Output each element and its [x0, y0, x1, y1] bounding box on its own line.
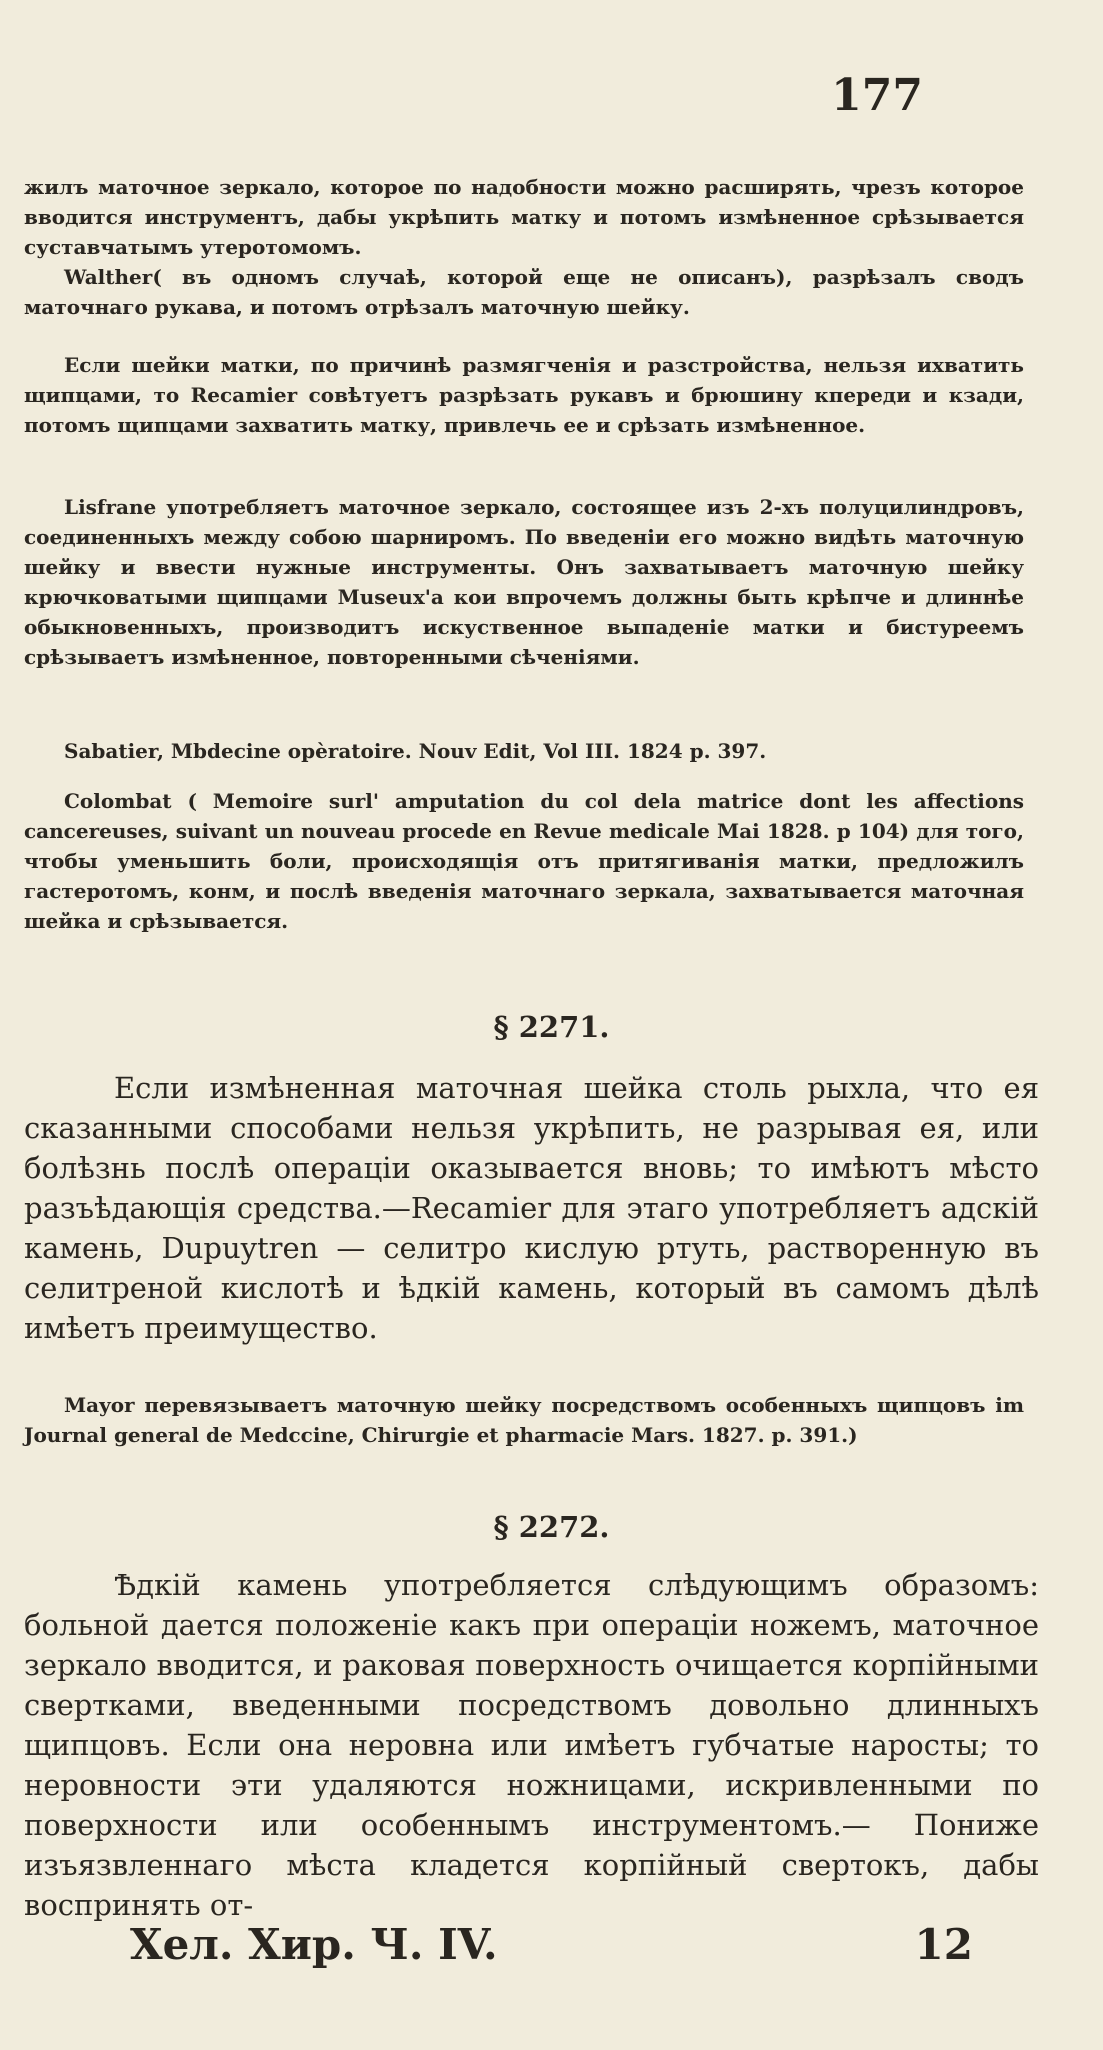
paragraph-text: Colombat ( Memoire surl' amputation du col dela matrice dont les affections cancereuses, suivant un nouveau procede en Revue medicale Mai 1828. p 104) для того, чтобы уменьшить боли, происходящія отъ притягиванія матки, предложилъ гастеротомъ, конм, и послѣ введенія маточнаго зеркала, захватывается маточная шейка и срѣзывается.: [24, 789, 1024, 933]
paragraph-text: Если шейки матки, по причинѣ размягченія и разстройства, нельзя ихватить щипцами, то Recamier совѣтуетъ разрѣзать рукавъ и брюшину кпереди и кзади, потомъ щипцами захватить матку, привлечь ее и срѣзать измѣненное.: [24, 353, 1024, 437]
paragraph-text: Если измѣненная маточная шейка столь рыхла, что ея сказанными способами нельзя укрѣпить, не разрывая ея, или болѣзнь послѣ операціи оказывается вновь; то имѣютъ мѣсто разъѣдающія средства.—Recamier для этаго употребляетъ адскій камень, Dupuytren — селитро кислую ртуть, растворенную въ селитреной кислотѣ и ѣдкій камень, который въ самомъ дѣлѣ имѣетъ преимущество.: [24, 1071, 1039, 1345]
citation-text: Sabatier, Mbdecine opèratoire. Nouv Edit, Vol III. 1824 p. 397.: [64, 739, 767, 763]
paragraph-text: жилъ маточное зеркало, которое по надобности можно расширять, чрезъ которое вводится инструментъ, дабы укрѣпить матку и потомъ измѣненное срѣзывается суставчатымъ утеротомомъ.: [24, 175, 1024, 259]
paragraph-text: Lisfrane употребляетъ маточное зеркало, состоящее изъ 2-хъ полуцилиндровъ, соединенныхъ между собою шарниромъ. По введеніи его можно видѣть маточную шейку и ввести нужные инструменты. Онъ захватываетъ маточную шейку крючковатыми щипцами Museux'a кои впрочемъ должны быть крѣпче и длиннѣе обыкновенныхъ, производитъ искуственное выпаденіе матки и бистуреемъ срѣзываетъ измѣненное, повторенными сѣченіями.: [24, 495, 1024, 669]
section-heading-2272: § 2272.: [493, 1510, 610, 1544]
paragraph-2271: [24, 1068, 1039, 1348]
paragraph-recamier: [24, 350, 1024, 440]
page-footer: [130, 1920, 973, 1969]
footer-signature: Хел. Хир. Ч. IV.: [130, 1920, 498, 1969]
paragraph-2272: [24, 1565, 1039, 1925]
citation-sabatier: [24, 736, 1024, 766]
paragraph-lisfrane: [24, 492, 1024, 672]
page-number: 177: [831, 70, 923, 121]
section-heading-2271: § 2271.: [493, 1010, 610, 1044]
paragraph-text: Ѣдкій камень употребляется слѣдующимъ образомъ: больной дается положеніе какъ при операціи ножемъ, маточное зеркало вводится, и раковая поверхность очищается корпійными свертками, введенными посредствомъ довольно длинныхъ щипцовъ. Если она неровна или имѣетъ губчатые наросты; то неровности эти удаляются ножницами, искривленными по поверхности или особеннымъ инструментомъ.— Пониже изъязвленнаго мѣста кладется корпійный свертокъ, дабы воспринять от-: [24, 1568, 1039, 1922]
paragraph-uterine-speculum: [24, 172, 1024, 322]
paragraph-colombat: [24, 786, 1024, 936]
paragraph-mayor: [24, 1390, 1024, 1450]
footer-sheet-number: 12: [914, 1920, 973, 1969]
paragraph-text: Mayor перевязываетъ маточную шейку посредствомъ особенныхъ щипцовъ im Journal general de Medccine, Chirurgie et pharmacie Mars. 1827. p. 391.): [24, 1393, 1024, 1447]
paragraph-walther: Walther( въ одномъ случаѣ, которой еще не описанъ), разрѣзалъ сводъ маточнаго рукава, и потомъ отрѣзалъ маточную шейку.: [24, 265, 1024, 319]
